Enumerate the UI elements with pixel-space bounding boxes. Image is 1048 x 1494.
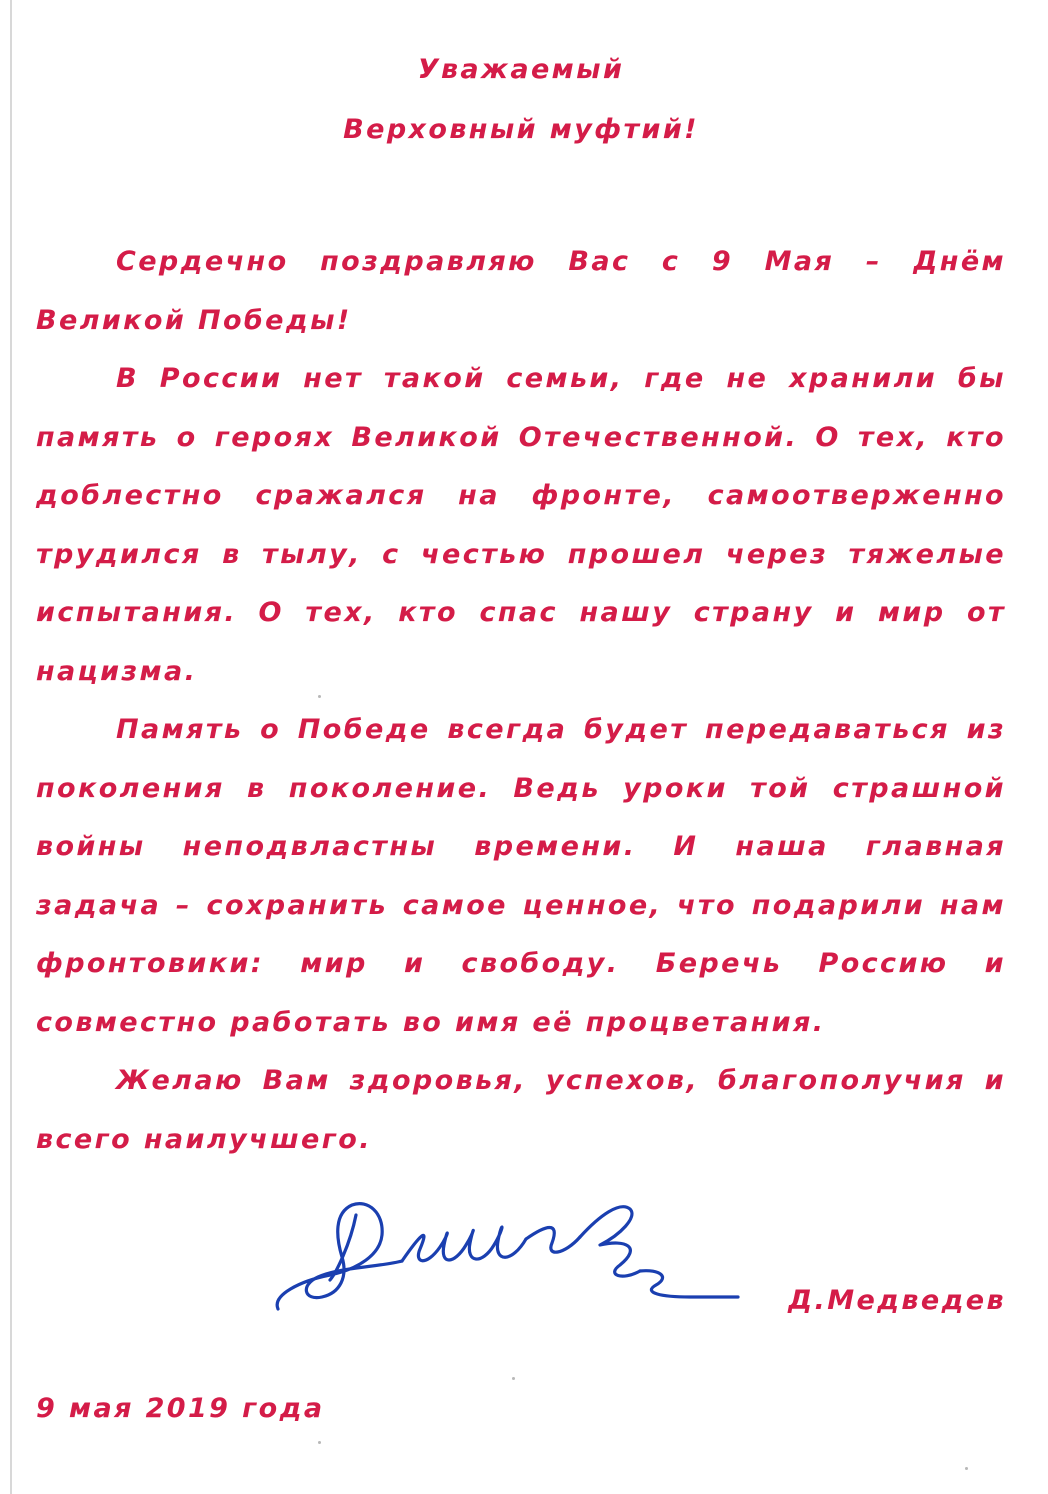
scan-speck [965, 1467, 968, 1470]
scan-speck [512, 1377, 515, 1380]
paragraph-legacy: Память о Победе всегда будет передаваться из поколения в поколение. Ведь уроки той страшной войны неподвластны времени. И наша главная задача – сохранить самое ценное, что подарили нам фронтовики: мир и свободу. Беречь Россию и совместно работать во имя её процветания. [36, 714, 1006, 1038]
signature-block [0, 1185, 1048, 1355]
paragraph-memory: В России нет такой семьи, где не хранили бы память о героях Великой Отечественной. О тех, кто доблестно сражался на фронте, самоотверженно трудился в тылу, с честью прошел через тяжелые испытания. О тех, кто спас нашу страну и мир от нацизма. [36, 363, 1006, 687]
letter-date: 9 мая 2019 года [36, 1393, 325, 1424]
letter-paragraphs [36, 233, 1006, 1169]
paragraph-wishes: Желаю Вам здоровья, успехов, благополучия и всего наилучшего. [36, 1065, 1006, 1155]
scan-speck [318, 1441, 321, 1444]
salutation-line-2: Верховный муфтий! [343, 114, 699, 145]
paragraph-greeting: Сердечно поздравляю Вас с 9 Мая – Днём Великой Победы! [36, 246, 1006, 336]
scan-speck [318, 695, 321, 698]
salutation [36, 40, 1006, 160]
handwritten-signature [270, 1185, 740, 1345]
letter-body [36, 40, 1006, 1169]
salutation-line-1: Уважаемый [417, 54, 625, 85]
signer-name: Д.Медведев [788, 1285, 1006, 1316]
